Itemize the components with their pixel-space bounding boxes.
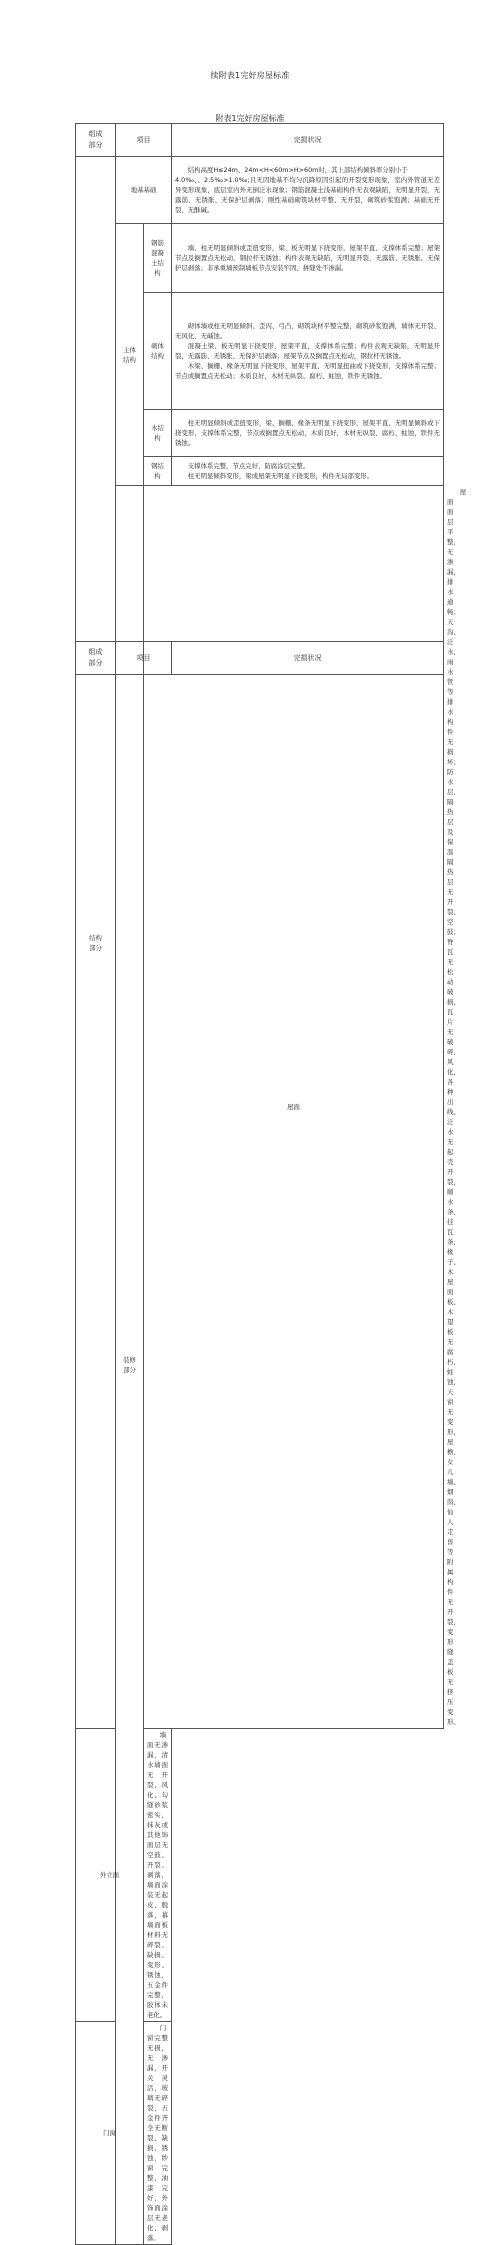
continued-table-header [75,641,444,675]
item-main-structure [116,224,144,486]
foundation-status [172,157,444,224]
steel-status [172,457,444,486]
table-header-row [76,642,444,675]
table-row [76,1729,444,2022]
item-roof: 屋面 [144,486,444,1729]
doors-text: 门窗完整无损，无渗漏，开关灵活，玻璃无碎裂，五金件齐全无断裂、缺损、锈蚀，纱窗完整，油漆完好，外饰面涂层无老化、剥落。 [147,2024,168,2242]
foundation-line-1: 结构高度H≤24m、24m<H<60m>H>60m时，其上部结构倾斜率分别小于 [187,166,408,174]
foundation-line-2: 4.0‰、、2.5‰>1.0‰;且无因地基不均匀沉降原因引起的开裂变形现象，室内外管道无差异变形现象，底层室内外无倒泛水现象；钢筋混凝土浅基础构件无表观缺陷，无明显开裂，无露筋、无锈胀、无保护层剥落；刚性基础砌筑块材平整、无开裂，砌筑砂浆饱满；基础无开裂、无酥碱。 [175,176,440,214]
table-row [76,157,444,224]
doors-status [144,2022,172,2245]
item-foundation: 地基基础 [116,157,172,224]
masonry-status [172,293,444,410]
subitem-steel-text: 钢结 构 [151,462,164,480]
header-status-repeat: 完损状况 [172,642,444,675]
table-row [76,224,444,293]
header-group-repeat [76,642,116,675]
table-header-row [76,124,444,157]
table-title: 附表1完好房屋标准 [215,114,285,123]
subitem-rc [144,224,172,293]
header-item-repeat: 项目 [116,642,172,675]
facade-status [144,1729,172,2022]
group-decoration-text: 装修 部分 [123,1356,136,1374]
subitem-masonry [144,293,172,410]
group-structure-text: 结构 部分 [89,933,102,952]
table-row: 装修 部分 屋面 屋面面层平整，无渗漏，排水通畅；天沟、泛水、雨水管等排水构件无损坏；防水层、隔热层及保温隔热层无开裂、空鼓；脊瓦无松动破损，瓦片无破碎、风化，各种出线、泛水无起壳开裂，顺水条、挂瓦条、椽子、木屋面板、木望板无腐朽、蛀蚀，天窗无变形，屋檐、女儿墙、烟囱、仙人走兽等附属构件无开裂，变形缝盖板无挤压变形。 [76,486,444,1729]
rc-status [172,224,444,293]
header-status: 完损状况 [172,124,444,157]
masonry-para-1: 砌体墙或柱无明显倾斜、歪闪、弓凸，砌筑块材平整完整，砌筑砂浆饱满，墙体无开裂、无风化、无碱蚀。 [175,322,440,340]
header-group-text: 组成 部分 [88,130,103,149]
standards-table [75,123,467,2245]
header-group [76,124,116,157]
steel-para-2: 柱无明显倾斜变形，梁或屋架无明显下挠变形，构件无局部变形。 [187,472,374,480]
subitem-steel [144,457,172,486]
header-group-repeat-text: 组成 部分 [88,648,103,667]
header-item: 项目 [116,124,172,157]
subitem-timber-text: 木结 构 [151,424,164,442]
item-doors: 门窗 [76,2022,144,2245]
masonry-para-2: 混凝土梁、板无明显下挠变形，屋架平直，支撑体系完整；构件表观无缺陷，无明显开裂，无露筋、无锈胀、无保护层剥落；屋架节点及搁置点无松动，钢拉杆无锈蚀。 [175,342,440,360]
masonry-para-3: 木梁、搁栅、椽条无明显下挠变形，屋架平直、无明显扭曲或下挠变形，支撑体系完整；节点或搁置点无松动；木质良好，木材无纵裂、腐朽、蛀蚀，铁件无锈蚀。 [175,362,440,380]
subitem-masonry-text: 砌体 结构 [151,342,164,360]
table-row [76,2022,444,2245]
rc-text: 墙、柱无明显倾斜或歪扭变形，梁、板无明显下挠变形，屋架平直、支撑体系完整；屋架节点及搁置点无松动，钢拉杆无锈蚀；构件表观无缺陷，无明显开裂，无露筋、无锈胀、无保护层剥落；非承重墙预制墙板节点安装牢固、拼缝处不渗漏。 [175,244,440,272]
item-facade: 外立面 [76,1729,144,2022]
timber-status [172,410,444,457]
group-structure [76,157,116,1729]
subitem-timber [144,410,172,457]
facade-text: 墙面无渗漏，清水墙面无开裂、风化、勾缝砂浆密实，抹灰或其他饰面层无空鼓、开裂、剥落，墙面涂装无起皮、脱落，幕墙面板材料无碎裂、缺损、变形、锈蚀，五金件完整，胶体未老化。 [147,1731,168,2019]
timber-text: 柱无明显倾斜或歪扭变形，梁、搁栅、椽条无明显下挠变形，屋架平直、无明显倾斜或下挠变形，支撑体系完整，节点或搁置点无松动，木质良好，木材无纵裂、腐朽、蛀蚀，铁件无锈蚀。 [175,419,440,447]
subitem-rc-text: 钢筋 混凝 土结 构 [151,239,164,277]
document-title: 续附表1完好房屋标准 [210,71,290,80]
steel-para-1: 支撑体系完整，节点完好，防腐涂层完整。 [187,462,310,470]
item-main-structure-text: 主体 结构 [123,345,136,364]
